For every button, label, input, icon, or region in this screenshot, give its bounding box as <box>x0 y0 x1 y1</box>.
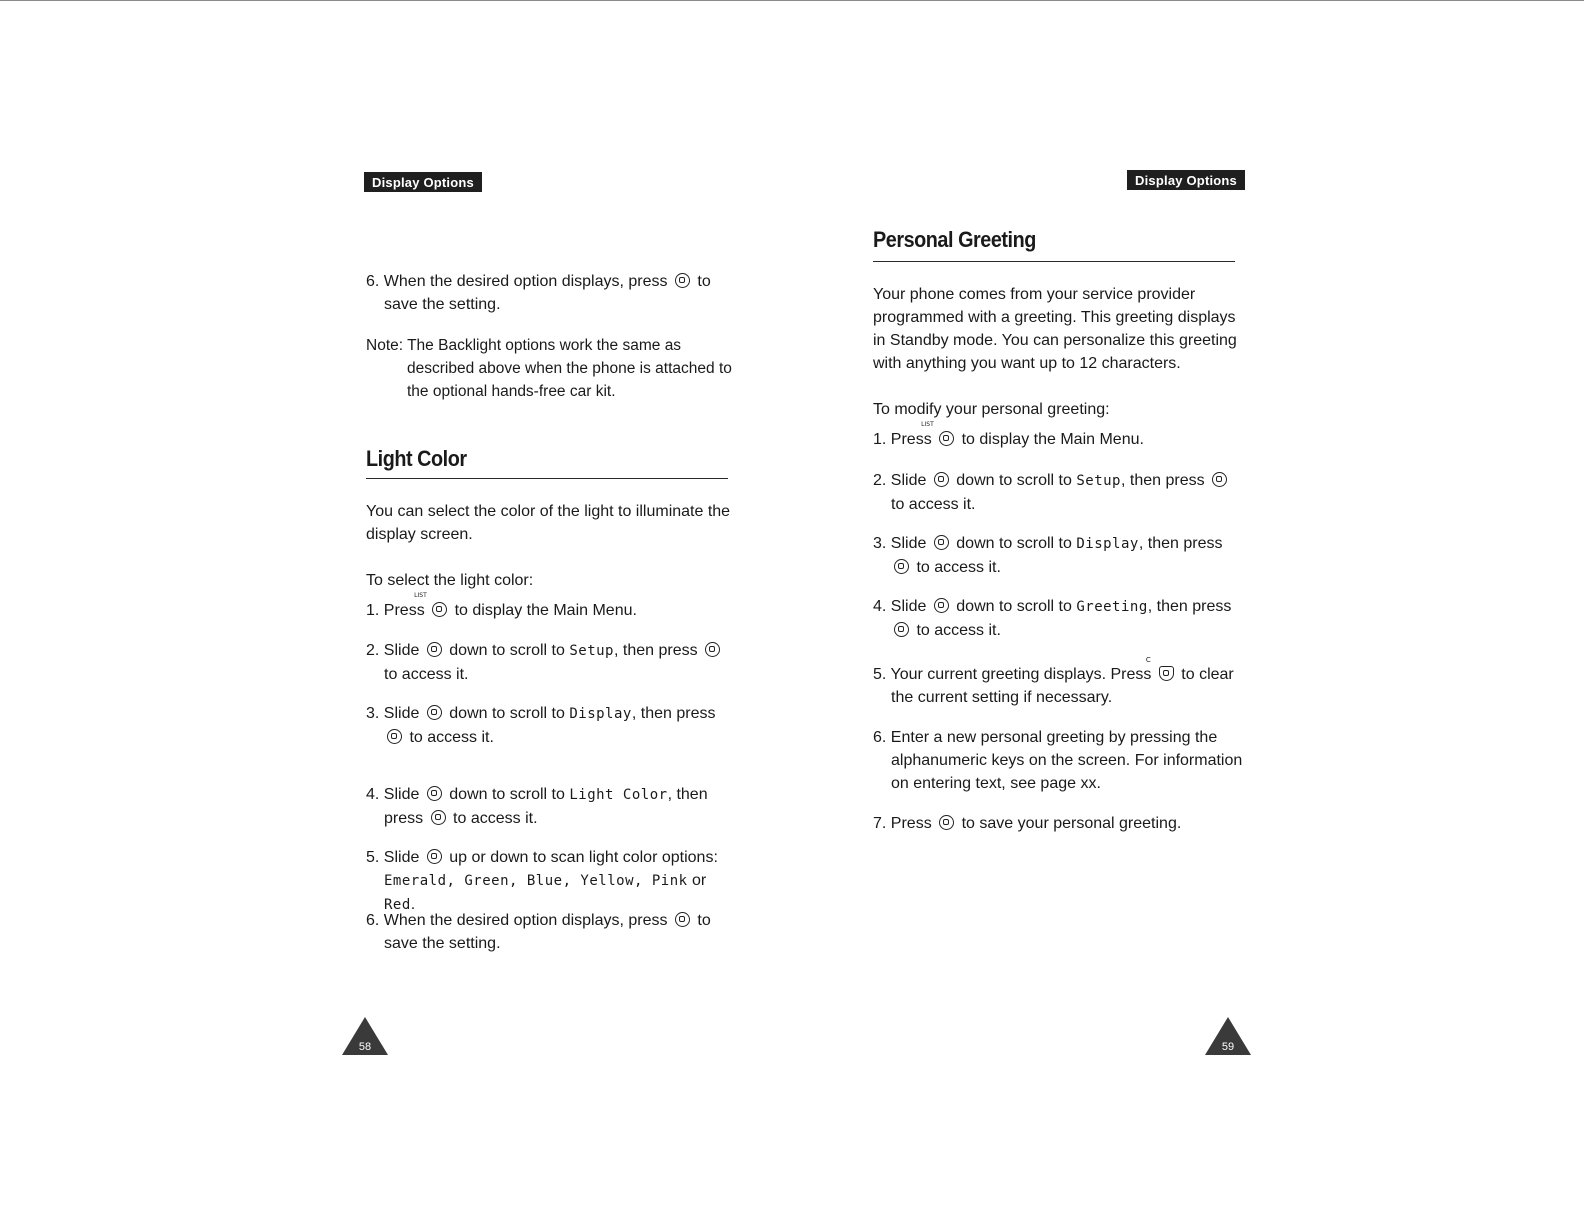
nav-key-icon <box>894 622 909 637</box>
left-page <box>358 0 736 1229</box>
page-number-badge: 59 <box>1205 1017 1251 1057</box>
step-5: 5. Your current greeting displays. Press C to clear the current setting if necessary. <box>873 663 1243 709</box>
nav-key-icon <box>934 535 949 550</box>
step-1: 1. Press LIST to display the Main Menu. <box>873 428 1243 451</box>
menu-key-icon <box>432 602 447 617</box>
nav-key-icon <box>427 642 442 657</box>
page-number-badge: 58 <box>342 1017 388 1057</box>
section-title: Personal Greeting <box>873 227 1036 252</box>
right-page <box>873 0 1243 1229</box>
section-rule <box>366 478 728 479</box>
menu-key-icon <box>939 431 954 446</box>
step-5: 5. Slide up or down to scan light color options: Emerald, Green, Blue, Yellow, Pink or Red. <box>366 849 718 913</box>
paragraph: You can select the color of the light to illuminate the display screen. <box>366 503 731 543</box>
step-7: 7. Press to save your personal greeting. <box>873 815 1182 832</box>
section-rule <box>873 261 1235 262</box>
step-4: 4. Slide down to scroll to Greeting, then press to access it. <box>873 598 1232 639</box>
nav-key-icon <box>427 849 442 864</box>
nav-key-icon <box>675 912 690 927</box>
step-2: 2. Slide down to scroll to Setup, then press to access it. <box>366 639 736 686</box>
step-3: 3. Slide down to scroll to Display, then press to access it. <box>366 705 716 746</box>
nav-key-icon <box>894 559 909 574</box>
nav-key-icon <box>934 472 949 487</box>
section-tab: Display Options <box>364 172 482 192</box>
section-tab: Display Options <box>1127 170 1245 190</box>
intro-step: 6. When the desired option displays, press to save the setting. <box>366 273 711 313</box>
step-1: 1. Press LIST to display the Main Menu. <box>366 599 736 622</box>
top-border <box>0 0 1584 1</box>
paragraph: Your phone comes from your service provider programmed with a greeting. This greeting displays in Standby mode. You can personalize this greeting with anything you want up to 12 characters. <box>873 286 1237 372</box>
step-3: 3. Slide down to scroll to Display, then press to access it. <box>873 535 1223 576</box>
note: Note: The Backlight options work the same as described above when the phone is attached to the optional hands-free car kit. <box>366 337 732 400</box>
nav-key-icon <box>387 729 402 744</box>
step-6: 6. Enter a new personal greeting by pressing the alphanumeric keys on the screen. For information on entering text, see page xx. <box>873 729 1243 792</box>
nav-key-icon <box>427 786 442 801</box>
nav-key-icon <box>427 705 442 720</box>
nav-key-icon <box>675 273 690 288</box>
nav-key-icon <box>705 642 720 657</box>
lead-in: To select the light color: <box>366 572 534 589</box>
section-title: Light Color <box>366 446 467 471</box>
nav-key-icon <box>934 598 949 613</box>
nav-key-icon <box>1212 472 1227 487</box>
lead-in: To modify your personal greeting: <box>873 401 1110 418</box>
step-2: 2. Slide down to scroll to Setup, then press to access it. <box>873 469 1243 516</box>
nav-key-icon <box>431 810 446 825</box>
step-6: 6. When the desired option displays, press to save the setting. <box>366 912 711 952</box>
clear-key-icon <box>1159 666 1174 681</box>
nav-key-icon <box>939 815 954 830</box>
step-4: 4. Slide down to scroll to Light Color, then press to access it. <box>366 786 708 827</box>
